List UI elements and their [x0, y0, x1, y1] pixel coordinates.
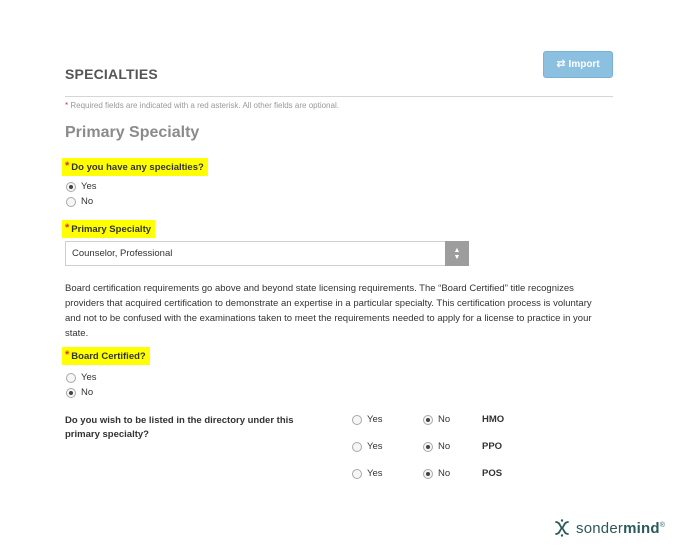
pos-yes-radio[interactable] — [352, 469, 362, 479]
import-button-label: Import — [568, 59, 600, 70]
specialties-yes-label: Yes — [81, 181, 97, 192]
hmo-yes-option[interactable]: Yes — [352, 414, 383, 425]
header-divider — [65, 96, 613, 97]
hmo-yes-radio[interactable] — [352, 415, 362, 425]
ppo-yes-option[interactable]: Yes — [352, 441, 383, 452]
import-button[interactable] — [543, 51, 613, 78]
sondermind-logo-icon — [552, 518, 572, 538]
primary-specialty-value: Counselor, Professional — [72, 248, 173, 259]
plan-label-ppo: PPO — [482, 441, 503, 452]
board-no-radio[interactable] — [66, 388, 76, 398]
plan-label-hmo: HMO — [482, 414, 505, 425]
pos-no-radio[interactable] — [423, 469, 433, 479]
primary-specialty-label: * Primary Specialty — [62, 220, 155, 238]
board-yes-label: Yes — [81, 372, 97, 383]
board-yes-radio[interactable] — [66, 373, 76, 383]
required-fields-note: * Required fields are indicated with a red asterisk. All other fields are optional. — [65, 101, 339, 110]
sondermind-logo — [552, 518, 665, 538]
pos-yes-option[interactable]: Yes — [352, 468, 383, 479]
ppo-yes-radio[interactable] — [352, 442, 362, 452]
swap-arrows-icon: ⇄ — [556, 58, 566, 70]
board-yes-option[interactable] — [66, 372, 97, 383]
board-no-label: No — [81, 387, 94, 398]
specialties-no-label: No — [81, 196, 94, 207]
board-certified-label: * Board Certified? — [62, 347, 150, 365]
plan-label-pos: POS — [482, 468, 503, 479]
specialties-yes-radio[interactable] — [66, 182, 76, 192]
ppo-no-radio[interactable] — [423, 442, 433, 452]
select-arrows-icon[interactable]: ▲ ▼ — [445, 241, 469, 266]
sondermind-wordmark: sondermind® — [576, 519, 666, 537]
specialties-no-option[interactable] — [66, 196, 93, 207]
hmo-no-radio[interactable] — [423, 415, 433, 425]
board-certification-description: Board certification requirements go above and beyond state licensing requirements. The “Board Certified” title recognizes providers that acquired certification to demonstrate an expertise in a particular specialty. This certification process is voluntary and not to be confused with the examinations taken to meet the requirements needed to apply for a license to practice in your state. — [65, 283, 592, 339]
specialties-no-radio[interactable] — [66, 197, 76, 207]
hmo-no-option[interactable]: No — [423, 414, 450, 425]
board-no-option[interactable] — [66, 387, 93, 398]
directory-question: Do you wish to be listed in the directory under this primary specialty? — [65, 415, 294, 440]
page-title: SPECIALTIES — [65, 66, 158, 82]
primary-specialty-select[interactable] — [65, 241, 469, 266]
specialties-question-label: * Do you have any specialties? — [62, 158, 208, 176]
section-title: Primary Specialty — [65, 124, 200, 141]
ppo-no-option[interactable]: No — [423, 441, 450, 452]
specialties-yes-option[interactable] — [66, 181, 97, 192]
pos-no-option[interactable]: No — [423, 468, 450, 479]
